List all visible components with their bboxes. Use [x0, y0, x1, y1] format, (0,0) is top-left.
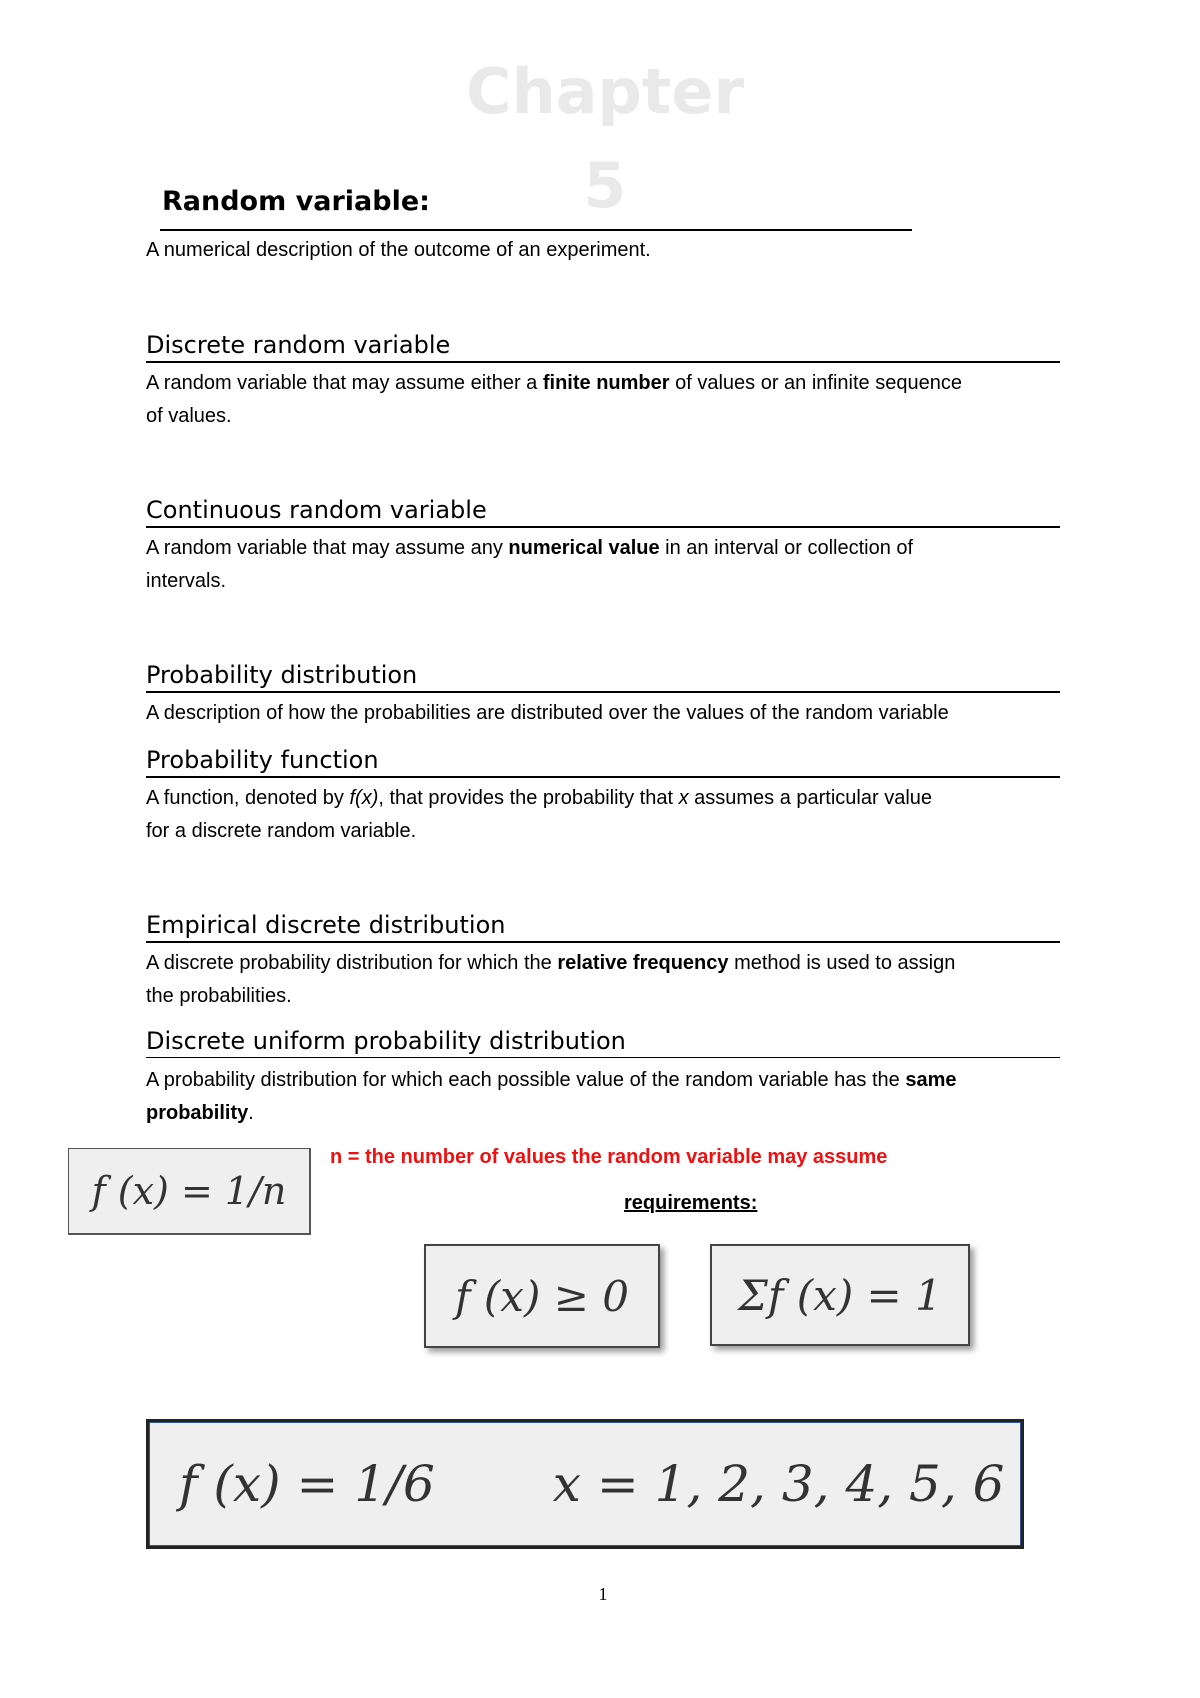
continuous-rv-heading: Continuous random variable — [146, 495, 1060, 528]
nonnegative-formula-box — [424, 1244, 660, 1348]
example-fx-formula: f (x) = 1/6 — [179, 1455, 435, 1513]
n-definition-note: n = the number of values the random variable may assume — [330, 1146, 888, 1168]
definition-text: A probability distribution for which each possible value of the random variable has the — [146, 1069, 906, 1091]
definition-text: of values or an infinite sequence — [669, 372, 962, 394]
page-number: 1 — [598, 1584, 608, 1604]
definition-emphasis: numerical value — [508, 537, 660, 559]
definition-text: A function, denoted by — [146, 787, 350, 809]
continuous-rv-definition — [146, 532, 1066, 598]
discrete-rv-heading: Discrete random variable — [146, 330, 1060, 363]
uniform-formula-box — [68, 1148, 311, 1235]
chapter-number-watermark: 5 — [583, 149, 627, 222]
title-underline — [160, 229, 912, 231]
requirements-label: requirements: — [624, 1192, 758, 1214]
x-term: x — [678, 787, 689, 809]
uniform-definition — [146, 1064, 1066, 1130]
fx-term: f(x) — [349, 787, 379, 809]
definition-text: A random variable that may assume any — [146, 537, 509, 559]
random-variable-definition: A numerical description of the outcome of an experiment. — [146, 239, 651, 261]
random-variable-title: Random variable: — [162, 186, 430, 217]
definition-emphasis: probability — [146, 1102, 249, 1124]
definition-text: . — [248, 1102, 254, 1124]
definition-text: intervals. — [146, 570, 227, 592]
definition-text: assumes a particular value — [688, 787, 933, 809]
definition-text: in an interval or collection of — [659, 537, 914, 559]
empirical-definition — [146, 947, 1066, 1013]
nonnegative-formula: f (x) ≥ 0 — [455, 1271, 629, 1321]
empirical-heading: Empirical discrete distribution — [146, 910, 1060, 943]
uniform-formula: f (x) = 1/n — [91, 1169, 287, 1213]
prob-function-definition — [146, 782, 1066, 848]
definition-text: A discrete probability distribution for which the — [146, 952, 558, 974]
sum-formula: Σf (x) = 1 — [738, 1270, 942, 1320]
prob-distribution-definition: A description of how the probabilities are distributed over the values of the random variable — [146, 702, 949, 724]
discrete-rv-definition — [146, 367, 1066, 433]
definition-emphasis: relative frequency — [557, 952, 729, 974]
definition-emphasis: finite number — [542, 372, 670, 394]
definition-text: the probabilities. — [146, 985, 292, 1007]
definition-text: A random variable that may assume either a — [146, 372, 543, 394]
definition-text: for a discrete random variable. — [146, 820, 417, 842]
prob-function-heading: Probability function — [146, 745, 1060, 778]
definition-text: , that provides the probability that — [378, 787, 679, 809]
chapter-watermark: Chapter — [465, 55, 745, 128]
definition-emphasis: same — [905, 1069, 957, 1091]
definition-text: method is used to assign — [728, 952, 956, 974]
example-x-values: x = 1, 2, 3, 4, 5, 6 — [552, 1455, 1005, 1513]
sum-formula-box — [710, 1244, 970, 1346]
example-formula-box — [146, 1419, 1024, 1549]
definition-text: of values. — [146, 405, 232, 427]
uniform-heading: Discrete uniform probability distribution — [146, 1026, 1060, 1058]
prob-distribution-heading: Probability distribution — [146, 660, 1060, 693]
